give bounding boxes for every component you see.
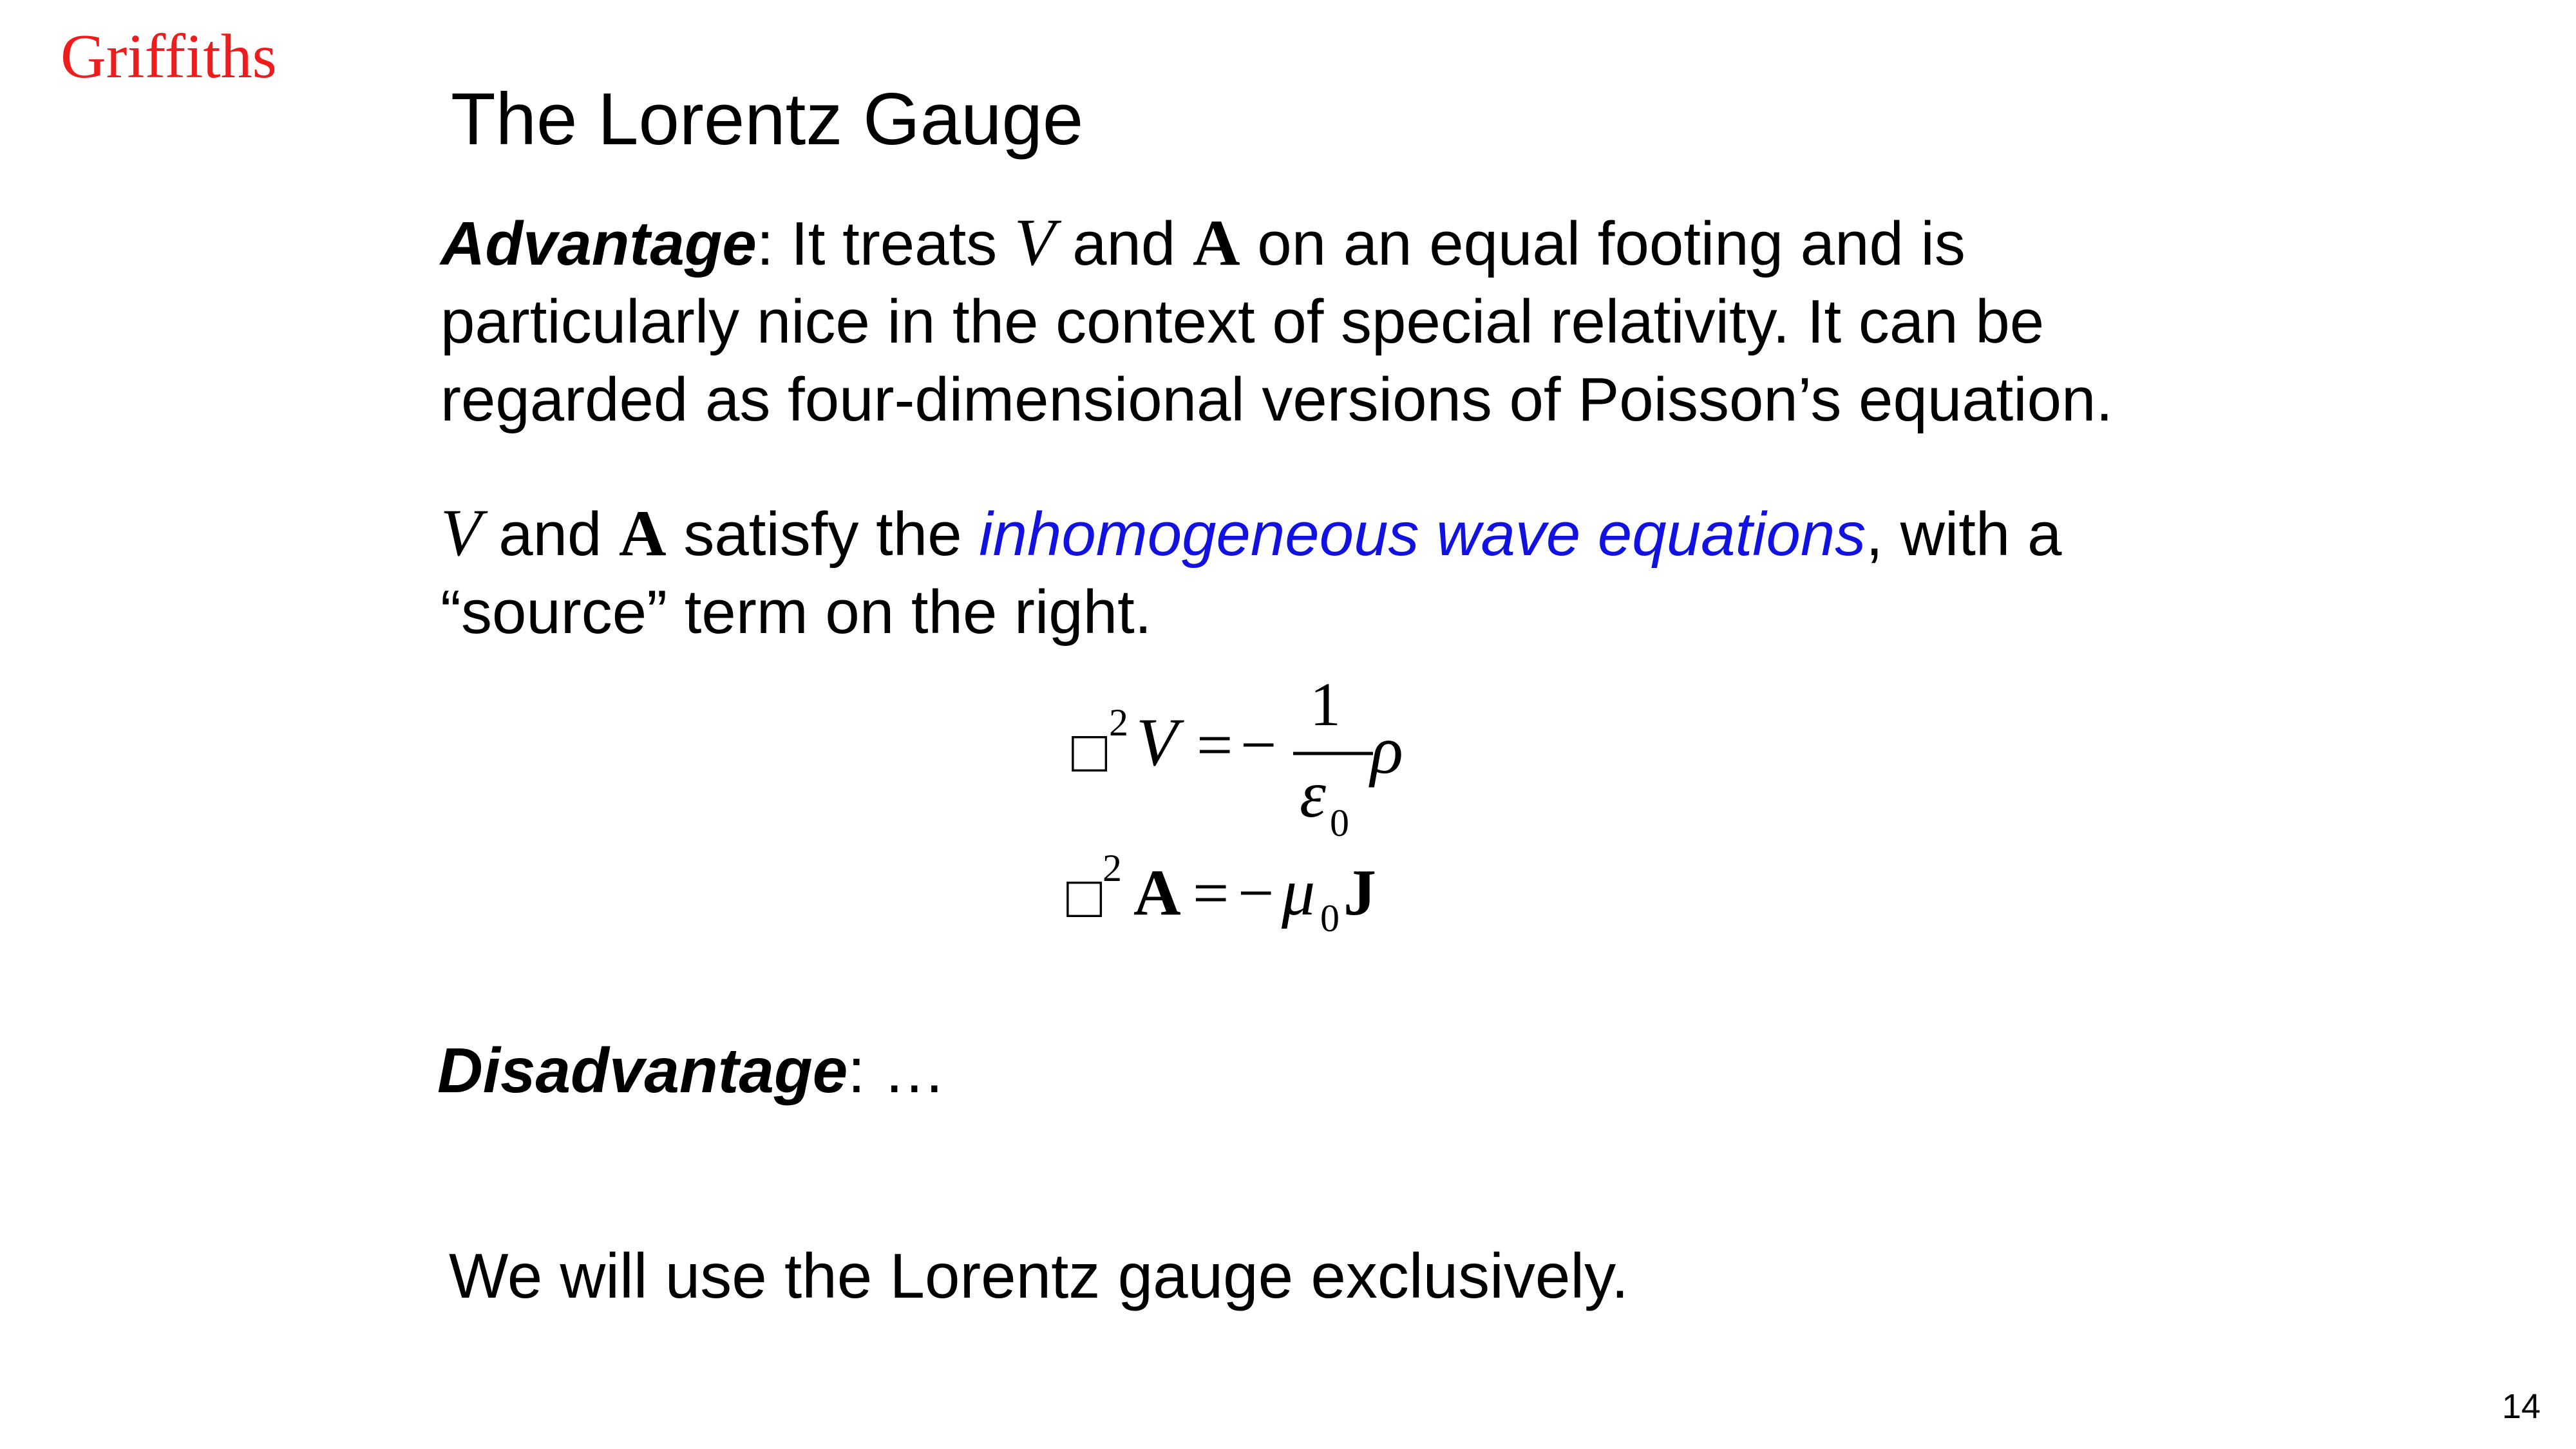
lhs-v: V <box>1136 705 1178 780</box>
advantage-text-1: : It treats <box>756 209 1014 278</box>
mu: μ <box>1282 855 1316 929</box>
epsilon-subscript: 0 <box>1330 802 1349 844</box>
disadvantage-line <box>437 1033 946 1109</box>
minus-sign: − <box>1240 709 1277 781</box>
advantage-paragraph <box>440 204 2113 439</box>
advantage-label: Advantage <box>440 209 757 278</box>
minus-sign: − <box>1238 857 1274 929</box>
source-label: Griffiths <box>61 22 277 91</box>
dalembertian-operator: □ <box>1072 719 1108 784</box>
wave-text-2: satisfy the <box>666 500 980 569</box>
advantage-line-3: regarded as four-dimensional versions of Poisson’s equation. <box>440 365 2114 434</box>
advantage-text-3: on an equal footing and is <box>1240 209 1965 278</box>
advantage-line-1 <box>440 204 2113 283</box>
wave-line-2: “source” term on the right. <box>440 578 1152 647</box>
disadvantage-text: : … <box>848 1035 946 1106</box>
symbol-v: V <box>1014 205 1056 279</box>
equation-vector-potential <box>1066 847 1376 940</box>
wave-text-3: , with a <box>1866 500 2062 569</box>
rho: ρ <box>1370 712 1403 788</box>
epsilon: ε <box>1300 757 1326 831</box>
equals-sign: = <box>1193 857 1229 929</box>
wave-line-1 <box>440 494 2061 573</box>
lhs-a: A <box>1133 857 1181 929</box>
symbol-a: A <box>619 497 667 570</box>
disadvantage-label: Disadvantage <box>437 1035 848 1106</box>
symbol-v: V <box>440 496 482 570</box>
wave-equations-highlight: inhomogeneous wave equations <box>979 500 1866 569</box>
wave-paragraph <box>440 494 2061 651</box>
advantage-line-2: particularly nice in the context of special relativity. It can be <box>440 287 2045 356</box>
operator-exponent: 2 <box>1103 847 1122 889</box>
advantage-text-2: and <box>1055 209 1193 278</box>
symbol-a: A <box>1192 207 1240 279</box>
equation-potential <box>1072 670 1403 844</box>
operator-exponent: 2 <box>1109 701 1128 744</box>
page-number: 14 <box>2502 1387 2541 1426</box>
closing-statement: We will use the Lorentz gauge exclusively. <box>449 1240 1629 1311</box>
current-j: J <box>1343 857 1376 929</box>
mu-subscript: 0 <box>1320 897 1340 940</box>
wave-text-1: and <box>481 500 620 569</box>
fraction-numerator: 1 <box>1310 670 1341 739</box>
equals-sign: = <box>1197 709 1233 781</box>
slide-title: The Lorentz Gauge <box>451 79 1084 160</box>
dalembertian-operator: □ <box>1066 864 1103 930</box>
